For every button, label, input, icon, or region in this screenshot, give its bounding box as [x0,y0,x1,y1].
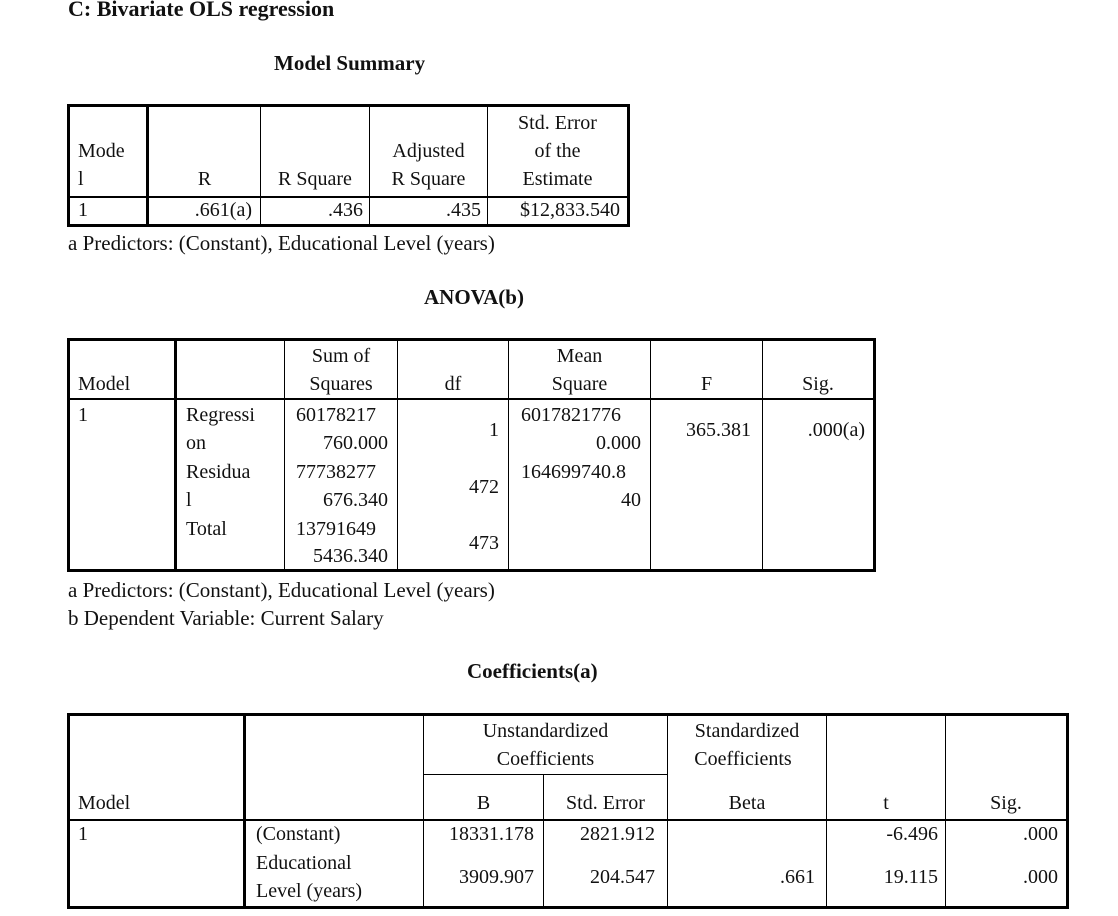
ms-header-adjusted-r-square: R Square [391,168,466,190]
anova-header-mean: Mean [556,345,603,367]
anova-footnote-a: a Predictors: (Constant), Educational Level (years) [68,578,495,602]
ms-header-std-error: Std. Error [518,112,597,134]
coef-cell-b-constant: 18331.178 [449,823,534,845]
anova-header-squares: Squares [309,373,373,395]
anova-row-label-regression-cont: on [186,432,206,454]
anova-cell-sig: .000(a) [807,419,865,441]
coef-cell-t-education: 19.115 [883,866,938,888]
coef-cell-model: 1 [78,823,88,845]
ms-header-model: Mode [78,140,125,162]
anova-cell-ms-regression-cont: 0.000 [596,432,641,454]
coef-cell-b-education: 3909.907 [459,866,534,888]
ms-cell-std-error: $12,833.540 [520,199,620,221]
coef-header-b: B [476,792,491,814]
anova-footnote-b: b Dependent Variable: Current Salary [68,606,384,630]
anova-cell-ss-residual: 77738277 [296,461,376,483]
anova-header-f: F [700,373,713,395]
anova-cell-ss-total: 13791649 [296,518,376,540]
anova-row-label-residual: Residua [186,461,251,483]
coef-row-label-constant: (Constant) [256,823,341,845]
anova-header-square: Square [551,373,608,395]
coef-header-beta: Beta [728,792,766,814]
anova-cell-df-total: 473 [469,532,499,554]
anova-header-model: Model [78,373,131,395]
anova-cell-ms-regression: 6017821776 [521,404,621,426]
coef-cell-se-constant: 2821.912 [580,823,655,845]
coefficients-title: Coefficients(a) [467,659,598,683]
model-summary-title: Model Summary [274,51,426,75]
coef-header-sig: Sig. [990,792,1022,814]
section-title: C: Bivariate OLS regression [68,0,335,21]
anova-row-label-residual-cont: l [186,489,192,511]
coef-cell-t-constant: -6.496 [886,823,938,845]
ms-cell-r-square: .436 [328,199,363,221]
coef-cell-sig-education: .000 [1023,866,1058,888]
coef-cell-sig-constant: .000 [1023,823,1058,845]
ms-header-of-the: of the [534,140,581,162]
ms-cell-model: 1 [78,199,88,221]
anova-cell-ss-total-cont: 5436.340 [313,545,388,567]
anova-row-label-regression: Regressi [186,404,255,426]
ms-header-r-square: R Square [278,168,352,190]
anova-cell-ss-regression: 60178217 [296,404,376,426]
anova-cell-df-residual: 472 [469,476,499,498]
anova-header-sig: Sig. [802,373,834,395]
ms-header-adjusted: Adjusted [392,140,465,162]
ms-header-r: R [197,168,212,190]
anova-cell-ss-residual-cont: 676.340 [323,489,388,511]
anova-cell-df-regression: 1 [489,419,499,441]
coef-header-unstd-coefficients: Coefficients [496,748,595,770]
coef-header-standardized: Standardized [694,720,800,742]
ms-cell-r: .661(a) [194,199,252,221]
ms-footnote: a Predictors: (Constant), Educational Level (years) [68,231,495,255]
coef-cell-beta-education: .661 [780,866,815,888]
coef-header-std-coefficients: Coefficients [694,748,792,770]
coef-row-label-education: Educational [256,852,352,874]
coef-row-label-education-cont: Level (years) [256,880,363,902]
ms-header-estimate: Estimate [522,168,593,190]
coef-header-t: t [883,792,889,814]
anova-row-label-total: Total [186,518,227,540]
anova-cell-ms-residual: 164699740.8 [521,461,626,483]
anova-cell-f: 365.381 [686,419,751,441]
anova-title: ANOVA(b) [424,285,524,309]
anova-cell-ms-residual-cont: 40 [621,489,641,511]
coef-cell-se-education: 204.547 [590,866,655,888]
ms-cell-adj-r-square: .435 [446,199,481,221]
anova-header-df: df [444,373,462,395]
anova-cell-model: 1 [78,404,88,426]
coef-header-std-error: Std. Error [566,792,645,814]
anova-cell-ss-regression-cont: 760.000 [323,432,388,454]
anova-header-sum-of: Sum of [311,345,371,367]
coef-header-unstandardized: Unstandardized [482,720,609,742]
ms-header-model-cont: l [78,168,84,190]
coef-header-model: Model [78,792,131,814]
